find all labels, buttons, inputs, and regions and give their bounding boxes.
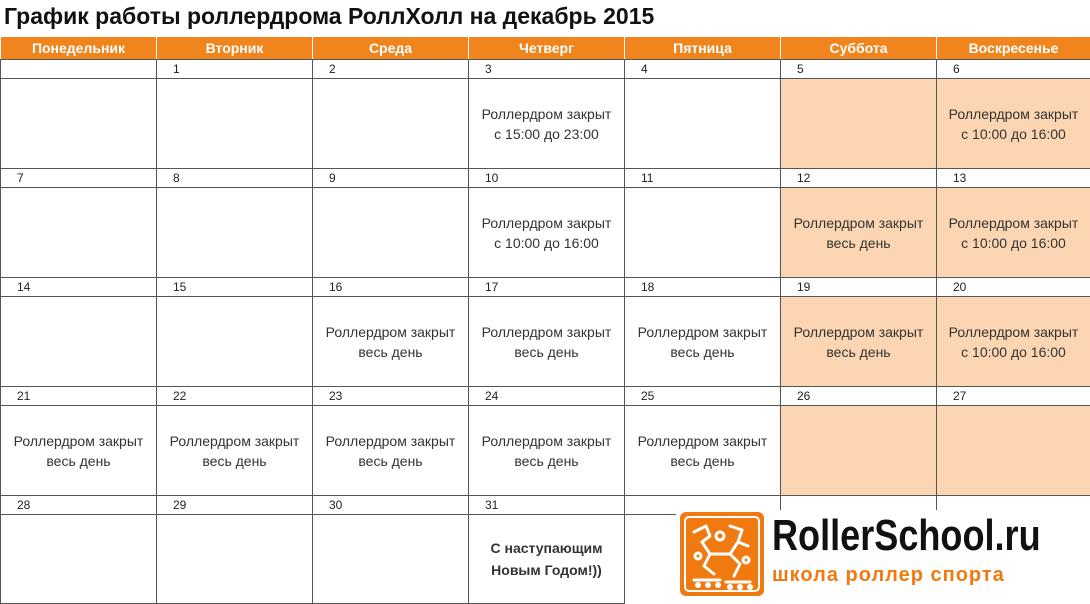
closure-note: весь день — [469, 451, 624, 471]
closure-note: Роллердром закрыт — [937, 322, 1090, 342]
closure-note: весь день — [157, 451, 312, 471]
day-cell — [313, 188, 469, 278]
rollerschool-logo — [676, 510, 1090, 597]
date-number: 5 — [781, 60, 937, 79]
closure-note: с 10:00 до 16:00 — [937, 124, 1090, 144]
day-cell-row — [1, 79, 1090, 169]
closure-note: Роллердром закрыт — [469, 431, 624, 451]
closure-note: Роллердром закрыт — [781, 213, 936, 233]
day-cell — [157, 297, 313, 387]
date-number-row — [1, 278, 1090, 297]
date-number: 9 — [313, 169, 469, 188]
day-cell — [157, 515, 313, 604]
weekday-header: Понедельник — [1, 37, 157, 60]
date-number-row — [1, 387, 1090, 406]
weekday-header: Суббота — [781, 37, 937, 60]
closure-note: весь день — [625, 451, 780, 471]
date-number: 12 — [781, 169, 937, 188]
date-number: 4 — [625, 60, 781, 79]
closure-note: Роллердром закрыт — [313, 431, 468, 451]
closure-note: весь день — [313, 342, 468, 362]
date-number: 24 — [469, 387, 625, 406]
date-number: 18 — [625, 278, 781, 297]
closure-note: Роллердром закрыт — [1, 431, 156, 451]
closure-note: весь день — [313, 451, 468, 471]
closure-note: весь день — [781, 342, 936, 362]
date-number: 15 — [157, 278, 313, 297]
date-number: 6 — [937, 60, 1090, 79]
closure-note: Роллердром закрыт — [937, 213, 1090, 233]
closure-note: весь день — [469, 342, 624, 362]
date-number-row — [1, 169, 1090, 188]
greeting-text: С наступающим — [469, 537, 624, 559]
date-number: 14 — [1, 278, 157, 297]
day-cell — [625, 79, 781, 169]
date-number: 1 — [157, 60, 313, 79]
weekday-header: Вторник — [157, 37, 313, 60]
day-cell — [1, 515, 157, 604]
closure-note: Роллердром закрыт — [157, 431, 312, 451]
date-number: 28 — [1, 496, 157, 515]
date-number: 16 — [313, 278, 469, 297]
date-number: 7 — [1, 169, 157, 188]
date-number: 31 — [469, 496, 625, 515]
date-number: 2 — [313, 60, 469, 79]
day-cell — [313, 297, 469, 387]
day-cell — [469, 297, 625, 387]
closure-note: Роллердром закрыт — [469, 213, 624, 233]
closure-note: весь день — [625, 342, 780, 362]
date-number: 11 — [625, 169, 781, 188]
day-cell — [469, 406, 625, 496]
closure-note: с 10:00 до 16:00 — [937, 342, 1090, 362]
weekday-header: Среда — [313, 37, 469, 60]
weekday-header: Пятница — [625, 37, 781, 60]
closure-note: с 10:00 до 16:00 — [469, 233, 624, 253]
closure-note: Роллердром закрыт — [937, 104, 1090, 124]
day-cell — [1, 406, 157, 496]
date-number: 29 — [157, 496, 313, 515]
day-cell — [937, 406, 1090, 496]
closure-note: Роллердром закрыт — [469, 322, 624, 342]
closure-note: Роллердром закрыт — [781, 322, 936, 342]
date-number: 21 — [1, 387, 157, 406]
day-cell — [781, 188, 937, 278]
day-cell — [157, 79, 313, 169]
day-cell — [625, 188, 781, 278]
day-cell — [781, 79, 937, 169]
weekday-header-row — [1, 37, 1090, 60]
day-cell-row — [1, 188, 1090, 278]
closure-note: весь день — [781, 233, 936, 253]
day-cell — [157, 406, 313, 496]
date-number: 20 — [937, 278, 1090, 297]
day-cell — [1, 188, 157, 278]
day-cell — [937, 188, 1090, 278]
day-cell — [469, 188, 625, 278]
day-cell — [469, 515, 625, 604]
date-number: 19 — [781, 278, 937, 297]
day-cell — [937, 79, 1090, 169]
date-number: 25 — [625, 387, 781, 406]
day-cell-row — [1, 406, 1090, 496]
day-cell — [625, 406, 781, 496]
page-title: График работы роллердрома РоллХолл на декабрь 2015 — [4, 3, 654, 33]
closure-note: с 10:00 до 16:00 — [937, 233, 1090, 253]
day-cell — [313, 406, 469, 496]
date-number: 22 — [157, 387, 313, 406]
date-number: 30 — [313, 496, 469, 515]
weekday-header: Четверг — [469, 37, 625, 60]
closure-note: Роллердром закрыт — [313, 322, 468, 342]
closure-note: Роллердром закрыт — [469, 104, 624, 124]
date-number: 10 — [469, 169, 625, 188]
date-number: 17 — [469, 278, 625, 297]
date-number: 3 — [469, 60, 625, 79]
date-number: 27 — [937, 387, 1090, 406]
closure-note: Роллердром закрыт — [625, 431, 780, 451]
date-number — [1, 60, 157, 79]
closure-note: Роллердром закрыт — [625, 322, 780, 342]
date-number-row — [1, 60, 1090, 79]
greeting-text: Новым Годом!)) — [469, 559, 624, 581]
day-cell — [781, 406, 937, 496]
logo-tagline: школа роллер спорта — [772, 564, 1005, 586]
day-cell — [781, 297, 937, 387]
date-number: 8 — [157, 169, 313, 188]
logo-name: RollerSchool.ru — [772, 512, 1041, 560]
day-cell — [313, 515, 469, 604]
date-number: 26 — [781, 387, 937, 406]
day-cell — [469, 79, 625, 169]
day-cell — [1, 79, 157, 169]
roller-skater-logo-icon — [680, 512, 764, 596]
date-number: 13 — [937, 169, 1090, 188]
day-cell-row — [1, 297, 1090, 387]
closure-note: весь день — [1, 451, 156, 471]
weekday-header: Воскресенье — [937, 37, 1090, 60]
day-cell — [625, 297, 781, 387]
date-number: 23 — [313, 387, 469, 406]
day-cell — [1, 297, 157, 387]
day-cell — [313, 79, 469, 169]
day-cell — [937, 297, 1090, 387]
day-cell — [157, 188, 313, 278]
closure-note: с 15:00 до 23:00 — [469, 124, 624, 144]
